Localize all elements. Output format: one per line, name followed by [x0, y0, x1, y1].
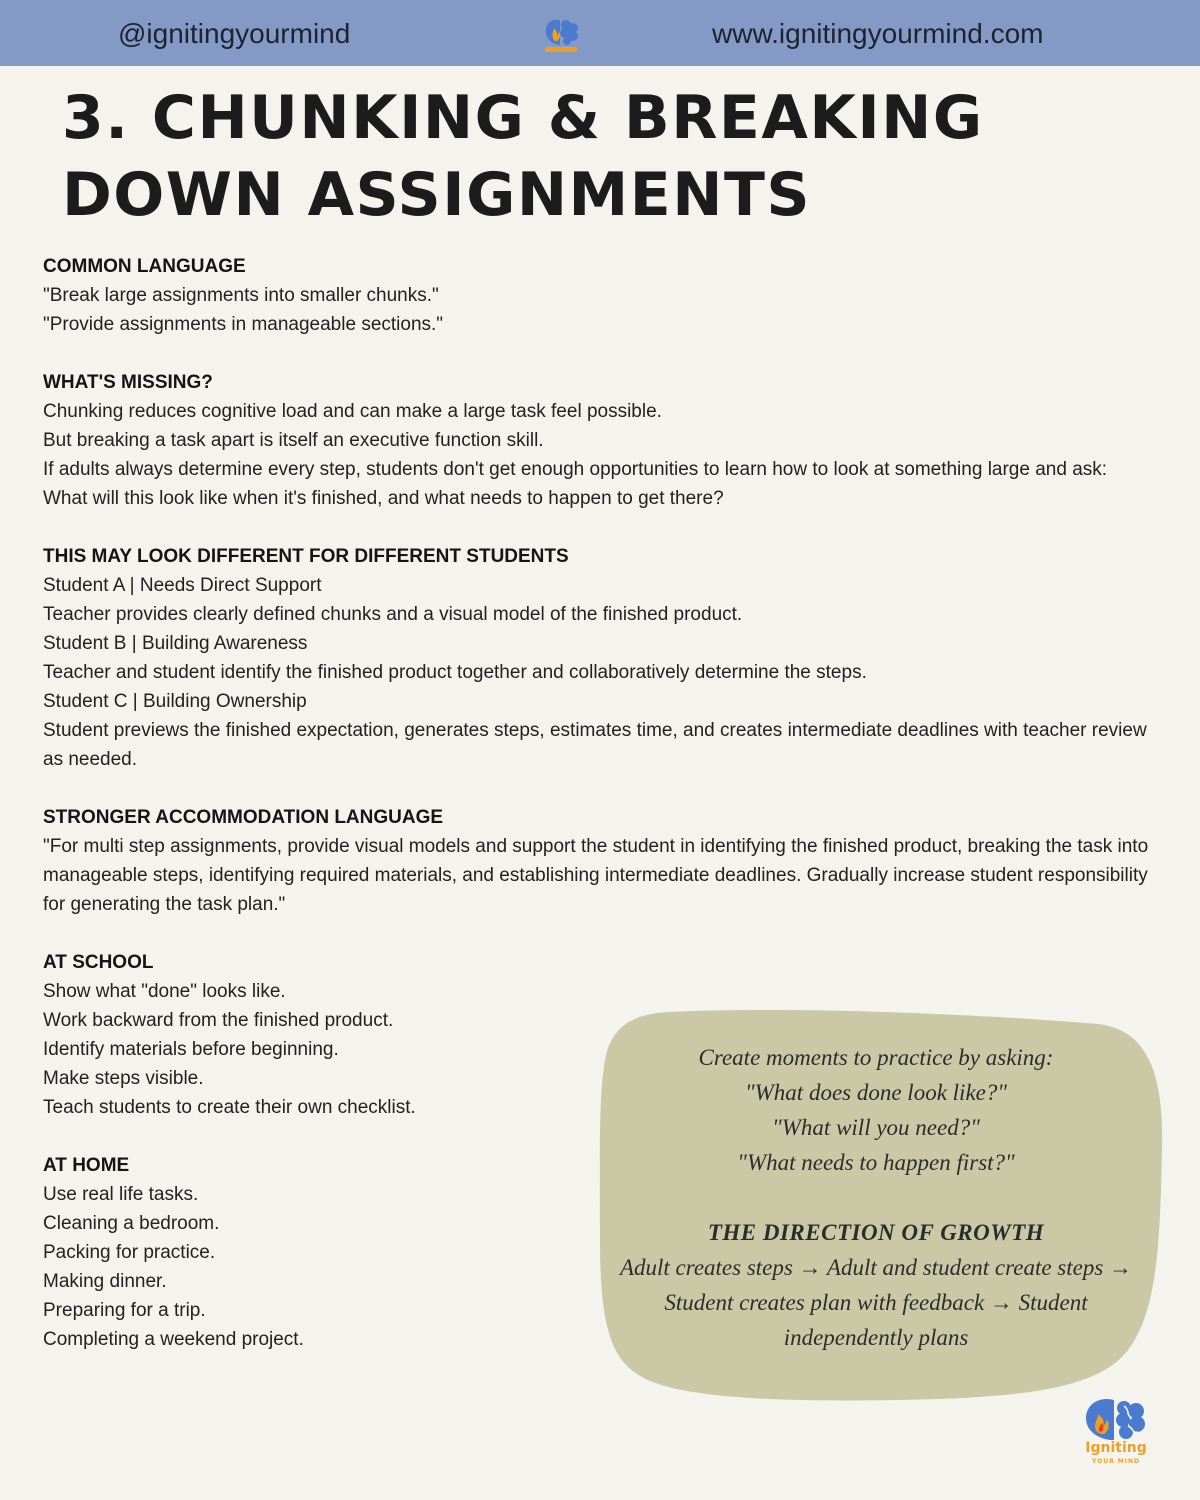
- student-c-label: Student C | Building Ownership: [43, 691, 307, 712]
- section-line: But breaking a task apart is itself an executive function skill.: [43, 430, 544, 451]
- section-heading: AT SCHOOL: [43, 952, 154, 973]
- student-a-description: Teacher provides clearly defined chunks and a visual model of the finished product.: [43, 604, 743, 625]
- social-handle: @ignitingyourmind: [118, 18, 351, 49]
- section-at-school: [43, 948, 583, 1122]
- list-item: Preparing for a trip.: [43, 1300, 206, 1321]
- header-bar: [0, 0, 1200, 66]
- growth-text: Adult creates steps → Adult and student create steps → Student creates plan with feedback → Student independently plans: [619, 1255, 1133, 1350]
- accommodation-quote: "For multi step assignments, provide visual models and support the student in identifying the finished product, breaking the task into manageable steps, identifying required materials, and establishing intermediate deadlines. Gradually increase student responsibility for generating the task plan.": [43, 836, 1149, 915]
- section-heading: AT HOME: [43, 1155, 130, 1176]
- student-c-description: Student previews the finished expectation, generates steps, estimates time, and creates intermediate deadlines with teacher review as needed.: [43, 720, 1147, 770]
- list-item: Making dinner.: [43, 1271, 167, 1292]
- list-item: Teach students to create their own checklist.: [43, 1097, 416, 1118]
- brand-logo: [1080, 1396, 1152, 1472]
- section-line: Chunking reduces cognitive load and can make a large task feel possible.: [43, 401, 662, 422]
- section-heading: STRONGER ACCOMMODATION LANGUAGE: [43, 807, 444, 828]
- list-item: Work backward from the finished product.: [43, 1010, 394, 1031]
- list-item: Use real life tasks.: [43, 1184, 199, 1205]
- list-item: Completing a weekend project.: [43, 1329, 304, 1350]
- brand-name: Igniting: [1085, 1440, 1147, 1456]
- section-common-language: [43, 252, 1163, 339]
- student-b-label: Student B | Building Awareness: [43, 633, 308, 654]
- website-link[interactable]: www.ignitingyourmind.com: [712, 18, 1044, 49]
- page-title: [62, 80, 1142, 234]
- list-item: Cleaning a bedroom.: [43, 1213, 220, 1234]
- section-at-home: [43, 1151, 583, 1354]
- list-item: Identify materials before beginning.: [43, 1039, 339, 1060]
- student-b-description: Teacher and student identify the finished product together and collaboratively determine the steps.: [43, 662, 867, 683]
- section-line: "Break large assignments into smaller chunks.": [43, 285, 439, 306]
- student-a-label: Student A | Needs Direct Support: [43, 575, 322, 596]
- brain-flame-icon: [1080, 1396, 1152, 1442]
- callout-box: [598, 1010, 1166, 1402]
- title-line-1: 3. CHUNKING & BREAKING: [62, 83, 984, 153]
- section-heading: THIS MAY LOOK DIFFERENT FOR DIFFERENT STUDENTS: [43, 546, 569, 567]
- callout-line: Create moments to practice by asking:: [698, 1045, 1054, 1070]
- section-different-students: [43, 542, 1163, 774]
- callout-line: "What will you need?": [772, 1115, 980, 1140]
- list-item: Packing for practice.: [43, 1242, 216, 1263]
- callout-text: [616, 1040, 1136, 1355]
- list-item: Make steps visible.: [43, 1068, 204, 1089]
- brand-subtitle: YOUR MIND: [1091, 1458, 1141, 1465]
- list-item: Show what "done" looks like.: [43, 981, 286, 1002]
- growth-heading: THE DIRECTION OF GROWTH: [707, 1220, 1045, 1245]
- callout-line: "What needs to happen first?": [737, 1150, 1015, 1175]
- section-whats-missing: [43, 368, 1163, 513]
- section-stronger-language: [43, 803, 1163, 919]
- section-line: What will this look like when it's finished, and what needs to happen to get there?: [43, 488, 724, 509]
- section-heading: COMMON LANGUAGE: [43, 256, 246, 277]
- section-heading: WHAT'S MISSING?: [43, 372, 213, 393]
- section-line: If adults always determine every step, students don't get enough opportunities to learn how to look at something large and ask:: [43, 459, 1108, 480]
- title-line-2: DOWN ASSIGNMENTS: [62, 160, 812, 230]
- section-line: "Provide assignments in manageable sections.": [43, 314, 444, 335]
- callout-line: "What does done look like?": [744, 1080, 1008, 1105]
- brain-flame-logo-icon: [541, 16, 581, 54]
